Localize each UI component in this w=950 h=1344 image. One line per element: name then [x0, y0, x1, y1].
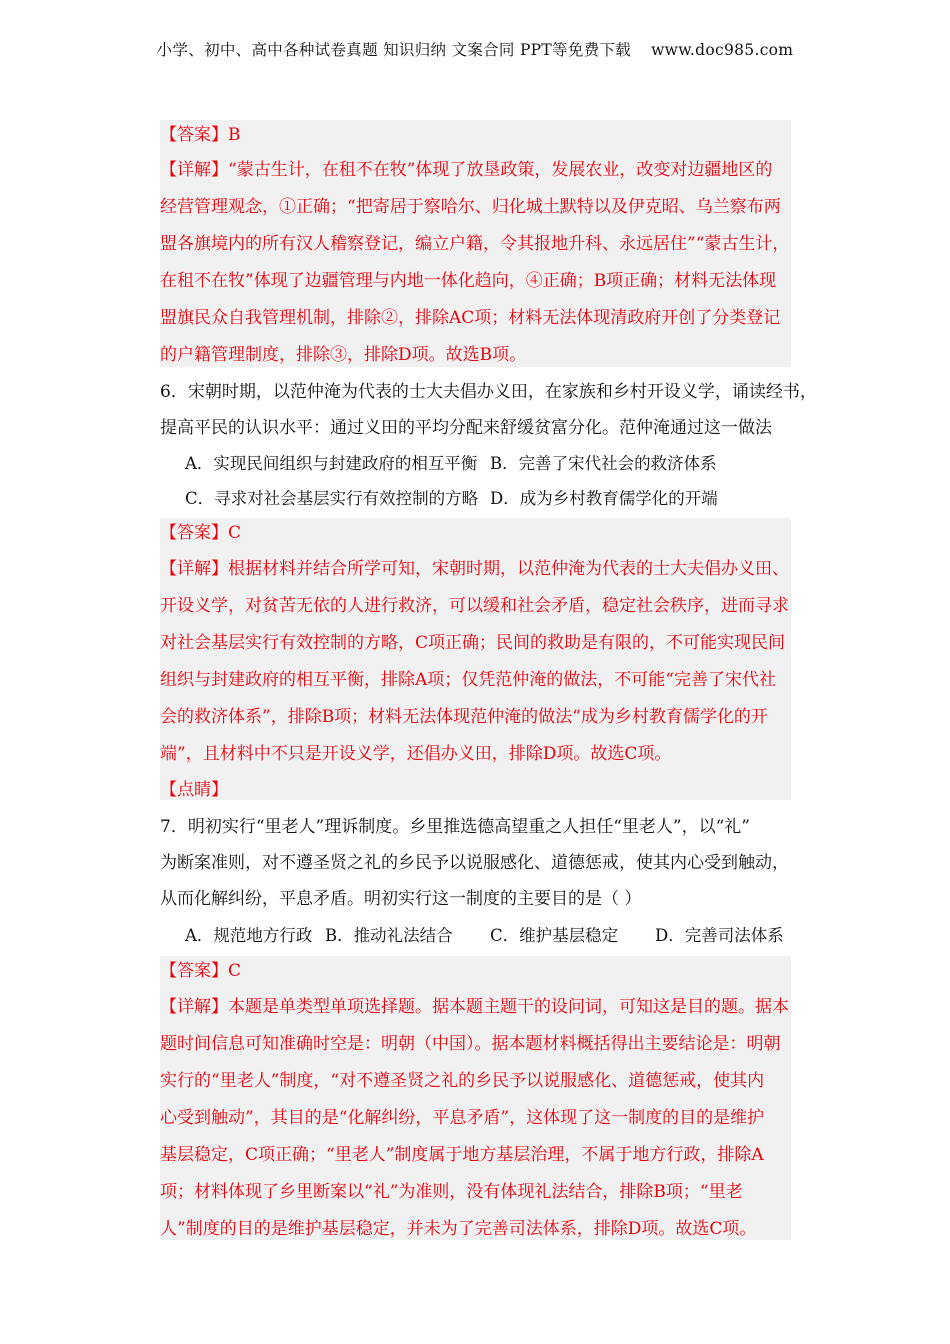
- page-header: [0, 38, 950, 60]
- q7-answer: 【答案】C: [160, 961, 242, 981]
- q6-detail-line: 【详解】根据材料并结合所学可知，宋朝时期，以范仲淹为代表的士大夫倡办义田、: [160, 559, 789, 579]
- q6-detail-line: 开设义学，对贫苦无依的人进行救济，可以缓和社会矛盾，稳定社会秩序，进而寻求: [160, 596, 789, 616]
- header-text: 小学、初中、高中各种试卷真题 知识归纳 文案合同 PPT等免费下载: [156, 41, 632, 59]
- q6-answer: 【答案】C: [160, 523, 242, 543]
- q5-detail-line: 在租不在牧”体现了边疆管理与内地一体化趋向，④正确；B项正确；材料无法体现: [160, 271, 777, 291]
- q6-option-d: D．成为乡村教育儒学化的开端: [490, 489, 718, 508]
- q6-detail-line: 组织与封建政府的相互平衡，排除A项；仅凭范仲淹的做法，不可能“完善了宋代社: [160, 670, 776, 690]
- q5-detail-line: 盟旗民众自我管理机制，排除②，排除AC项；材料无法体现清政府开创了分类登记: [160, 308, 781, 328]
- q5-detail-line: 盟各旗境内的所有汉人稽察登记，编立户籍，令其报地升科、永远居住”“蒙古生计，: [160, 234, 790, 254]
- q6-detail-line: 对社会基层实行有效控制的方略，C项正确；民间的救助是有限的，不可能实现民间: [160, 633, 786, 653]
- q7-detail-line: 人”制度的目的是维护基层稳定，并未为了完善司法体系，排除D项。故选C项。: [160, 1219, 757, 1239]
- q6-option-a: A．实现民间组织与封建政府的相互平衡: [185, 454, 478, 473]
- q6-detail-line: 端”，且材料中不只是开设义学，还倡办义田，排除D项。故选C项。: [160, 744, 672, 764]
- q7-option-b: B．推动礼法结合: [325, 926, 453, 945]
- q7-option-d: D．完善司法体系: [655, 926, 784, 945]
- q6-option-b: B．完善了宋代社会的救济体系: [490, 454, 717, 473]
- q5-detail-line: 【详解】“蒙古生计，在租不在牧”体现了放垦政策，发展农业，改变对边疆地区的: [160, 160, 773, 180]
- q5-detail-line: 的户籍管理制度，排除③，排除D项。故选B项。: [160, 345, 527, 365]
- q5-answer: 【答案】B: [160, 125, 241, 145]
- q6-option-c: C．寻求对社会基层实行有效控制的方略: [185, 489, 479, 508]
- q7-stem-line: 从而化解纠纷，平息矛盾。明初实行这一制度的主要目的是（ ）: [160, 889, 642, 909]
- q6-detail-line: 会的救济体系”，排除B项；材料无法体现范仲淹的做法“成为乡村教育儒学化的开: [160, 707, 768, 727]
- q7-detail-line: 项；材料体现了乡里断案以“礼”为准则，没有体现礼法结合，排除B项；“里老: [160, 1182, 743, 1202]
- q7-detail-line: 题时间信息可知准确时空是：明朝（中国）。据本题材料概括得出主要结论是：明朝: [160, 1034, 781, 1054]
- q6-tip: 【点睛】: [160, 780, 228, 800]
- q7-option-a: A．规范地方行政: [185, 926, 313, 945]
- q6-stem-line: 6．宋朝时期，以范仲淹为代表的士大夫倡办义田，在家族和乡村开设义学，诵读经书，: [160, 382, 817, 402]
- q6-stem-line: 提高平民的认识水平：通过义田的平均分配来舒缓贫富分化。范仲淹通过这一做法: [160, 418, 772, 438]
- q7-stem-line: 为断案准则，对不遵圣贤之礼的乡民予以说服感化、道德惩戒，使其内心受到触动，: [160, 853, 789, 873]
- q7-detail-line: 心受到触动”，其目的是“化解纠纷，平息矛盾”，这体现了这一制度的目的是维护: [160, 1108, 765, 1128]
- q7-stem-line: 7．明初实行“里老人”理诉制度。乡里推选德高望重之人担任“里老人”，以“礼”: [160, 817, 750, 837]
- header-site: www.doc985.com: [651, 41, 794, 59]
- q7-detail-line: 实行的“里老人”制度，“对不遵圣贤之礼的乡民予以说服感化、道德惩戒，使其内: [160, 1071, 765, 1091]
- q5-detail-line: 经营管理观念，①正确；“把寄居于察哈尔、归化城土默特以及伊克昭、乌兰察布两: [160, 197, 781, 217]
- q7-detail-line: 基层稳定，C项正确；“里老人”制度属于地方基层治理，不属于地方行政，排除A: [160, 1145, 764, 1165]
- q7-option-c: C．维护基层稳定: [490, 926, 619, 945]
- q7-detail-line: 【详解】本题是单类型单项选择题。据本题主题干的设问词，可知这是目的题。据本: [160, 997, 789, 1017]
